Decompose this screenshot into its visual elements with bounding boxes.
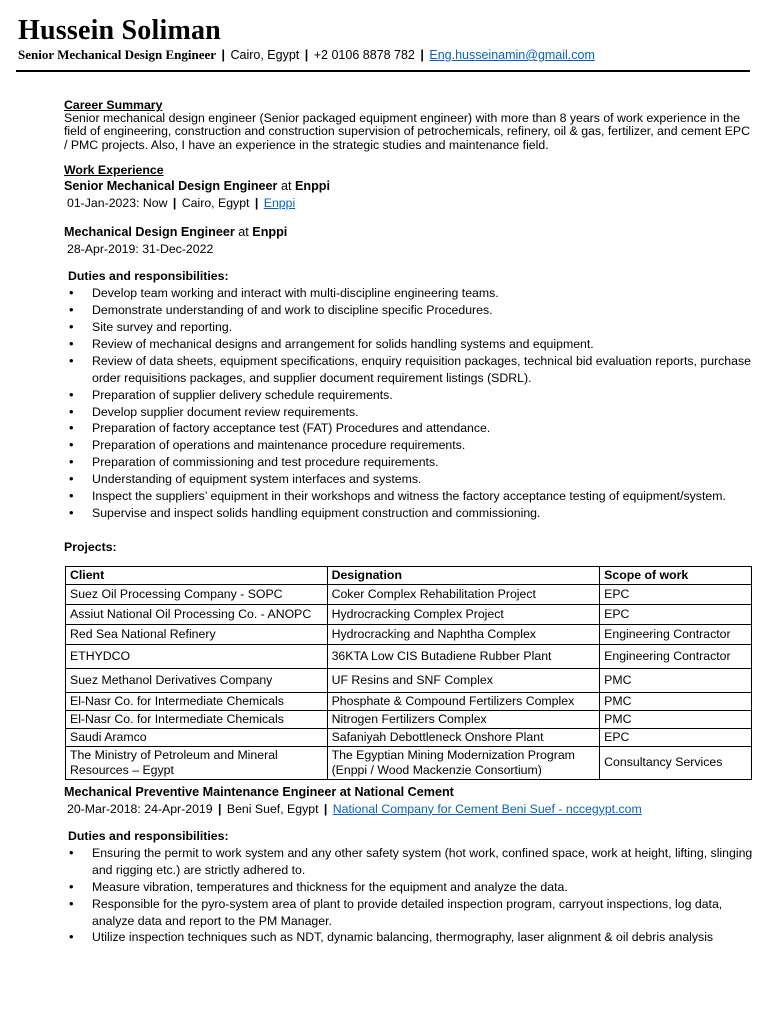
table-row bbox=[66, 746, 752, 779]
cell-client: Saudi Aramco bbox=[66, 728, 328, 746]
job2-company: Enppi bbox=[252, 225, 288, 240]
resume-header bbox=[18, 14, 758, 63]
list-item: • Review of mechanical designs and arrangement for solids handling systems and equipment. bbox=[64, 336, 754, 353]
list-item: • Preparation of factory acceptance test (FAT) Procedures and attendance. bbox=[64, 420, 754, 437]
table-row bbox=[66, 604, 752, 624]
cell-designation: Nitrogen Fertilizers Complex bbox=[327, 710, 600, 728]
at-word: at bbox=[238, 225, 249, 240]
job2-title-line bbox=[64, 224, 754, 241]
cell-designation: Safaniyah Debottleneck Onshore Plant bbox=[327, 728, 600, 746]
column-header-scope: Scope of work bbox=[600, 566, 752, 584]
cell-scope: Engineering Contractor bbox=[600, 624, 752, 644]
headline-title: Senior Mechanical Design Engineer bbox=[18, 47, 217, 62]
cell-scope: EPC bbox=[600, 584, 752, 604]
location-text: Cairo, Egypt bbox=[230, 48, 300, 62]
column-header-designation: Designation bbox=[327, 566, 600, 584]
cell-scope: EPC bbox=[600, 728, 752, 746]
cell-scope: Consultancy Services bbox=[600, 746, 752, 779]
list-item: • Develop team working and interact with multi-discipline engineering teams. bbox=[64, 285, 754, 302]
cell-designation: Coker Complex Rehabilitation Project bbox=[327, 584, 600, 604]
list-item: • Review of data sheets, equipment specifications, enquiry requisition packages, technical bid evaluation reports, purchase order requisitions packages, and supplier document requirement listings (SDRL). bbox=[64, 353, 754, 387]
at-word: at bbox=[280, 179, 292, 194]
list-item: • Site survey and reporting. bbox=[64, 319, 754, 336]
cell-designation: The Egyptian Mining Modernization Program (Enppi / Wood Mackenzie Consortium) bbox=[327, 746, 600, 779]
work-experience-heading: Work Experience bbox=[64, 163, 164, 178]
list-item: • Preparation of supplier delivery schedule requirements. bbox=[64, 387, 754, 404]
projects-heading: Projects: bbox=[64, 539, 117, 554]
list-item: • Supervise and inspect solids handling equipment construction and commissioning. bbox=[64, 505, 754, 522]
job3-duties-list bbox=[64, 845, 754, 946]
table-header-row bbox=[66, 566, 752, 584]
cell-scope: Engineering Contractor bbox=[600, 644, 752, 668]
table-row bbox=[66, 692, 752, 710]
cell-designation: Phosphate & Compound Fertilizers Complex bbox=[327, 692, 600, 710]
phone-text: +2 0106 8878 782 bbox=[313, 48, 415, 62]
cell-client: The Ministry of Petroleum and Mineral Resources – Egypt bbox=[66, 746, 328, 779]
table-row bbox=[66, 728, 752, 746]
cell-scope: PMC bbox=[600, 668, 752, 692]
cell-client: El-Nasr Co. for Intermediate Chemicals bbox=[66, 692, 328, 710]
job3-company-link[interactable]: National Company for Cement Beni Suef - nccegypt.com bbox=[332, 801, 642, 816]
cell-designation: UF Resins and SNF Complex bbox=[327, 668, 600, 692]
job1-title-line bbox=[64, 178, 754, 195]
job2-title: Mechanical Design Engineer bbox=[64, 225, 235, 240]
list-item: • Preparation of operations and maintenance procedure requirements. bbox=[64, 437, 754, 454]
resume-body bbox=[64, 98, 754, 946]
table-row bbox=[66, 710, 752, 728]
contact-line bbox=[18, 47, 758, 63]
table-row bbox=[66, 668, 752, 692]
candidate-name: Hussein Soliman bbox=[18, 15, 221, 46]
table-row bbox=[66, 624, 752, 644]
list-item: • Demonstrate understanding of and work to discipline specific Procedures. bbox=[64, 302, 754, 319]
table-row bbox=[66, 584, 752, 604]
list-item: • Preparation of commissioning and test procedure requirements. bbox=[64, 454, 754, 471]
job2-duties-list bbox=[64, 285, 754, 522]
cell-scope: PMC bbox=[600, 692, 752, 710]
list-item: • Measure vibration, temperatures and thickness for the equipment and analyze the data. bbox=[64, 879, 754, 896]
list-item: • Inspect the suppliers’ equipment in their workshops and witness the factory acceptance testing of equipment/system. bbox=[64, 488, 754, 505]
list-item: • Responsible for the pyro-system area of plant to provide detailed inspection program, carryout inspections, log data, analyze data and report to the PM Manager. bbox=[64, 896, 754, 930]
cell-client: Suez Methanol Derivatives Company bbox=[66, 668, 328, 692]
cell-scope: EPC bbox=[600, 604, 752, 624]
list-item: • Ensuring the permit to work system and any other safety system (hot work, confined space, work at height, lifting, slinging and rigging etc.) are strictly adhered to. bbox=[64, 845, 754, 879]
job1-company-link[interactable]: Enppi bbox=[263, 196, 296, 211]
job1-title: Senior Mechanical Design Engineer bbox=[64, 179, 278, 194]
cell-client: Red Sea National Refinery bbox=[66, 624, 328, 644]
email-link[interactable]: Eng.husseinamin@gmail.com bbox=[429, 48, 595, 62]
separator: | bbox=[254, 196, 259, 211]
separator: | bbox=[323, 801, 328, 816]
cell-client: Suez Oil Processing Company - SOPC bbox=[66, 584, 328, 604]
list-item: • Develop supplier document review requirements. bbox=[64, 404, 754, 421]
career-summary-heading: Career Summary bbox=[64, 98, 163, 112]
job2-duties-heading: Duties and responsibilities: bbox=[68, 269, 229, 284]
separator: | bbox=[304, 48, 309, 62]
cell-client: Assiut National Oil Processing Co. - ANOPC bbox=[66, 604, 328, 624]
job3-title: Mechanical Preventive Maintenance Engineer at National Cement bbox=[64, 784, 454, 799]
column-header-client: Client bbox=[66, 566, 328, 584]
cell-client: El-Nasr Co. for Intermediate Chemicals bbox=[66, 710, 328, 728]
list-item: • Understanding of equipment system interfaces and systems. bbox=[64, 471, 754, 488]
cell-client: ETHYDCO bbox=[66, 644, 328, 668]
separator: | bbox=[218, 801, 222, 816]
header-divider bbox=[16, 70, 750, 72]
job1-company: Enppi bbox=[294, 179, 330, 194]
cell-designation: 36KTA Low CIS Butadiene Rubber Plant bbox=[327, 644, 600, 668]
cell-designation: Hydrocracking Complex Project bbox=[327, 604, 600, 624]
table-row bbox=[66, 644, 752, 668]
job1-dates: 01-Jan-2023: Now bbox=[67, 196, 168, 211]
separator: | bbox=[221, 48, 225, 62]
separator: | bbox=[172, 196, 177, 211]
job3-meta bbox=[64, 801, 754, 818]
job3-dates: 20-Mar-2018: 24-Apr-2019 bbox=[67, 801, 213, 816]
cell-scope: PMC bbox=[600, 710, 752, 728]
projects-table bbox=[65, 566, 752, 780]
job1-location: Cairo, Egypt bbox=[181, 196, 250, 211]
job3-duties-heading: Duties and responsibilities: bbox=[68, 828, 229, 843]
job2-dates: 28-Apr-2019: 31-Dec-2022 bbox=[67, 242, 214, 257]
job1-meta bbox=[64, 195, 754, 212]
separator: | bbox=[420, 48, 424, 62]
career-summary-text: Senior mechanical design engineer (Senior packaged equipment engineer) with more than 8 years of work experience in the field of engineering, construction and construction supervision of petrochemicals, refinery, oil & gas, fertilizer, and cement EPC / PMC projects. Also, I have an experience in the strategic studies and maintenance field. bbox=[64, 111, 751, 152]
cell-designation: Hydrocracking and Naphtha Complex bbox=[327, 624, 600, 644]
list-item: • Utilize inspection techniques such as NDT, dynamic balancing, thermography, laser alignment & oil debris analysis bbox=[64, 929, 754, 946]
job3-location: Beni Suef, Egypt bbox=[226, 801, 319, 816]
